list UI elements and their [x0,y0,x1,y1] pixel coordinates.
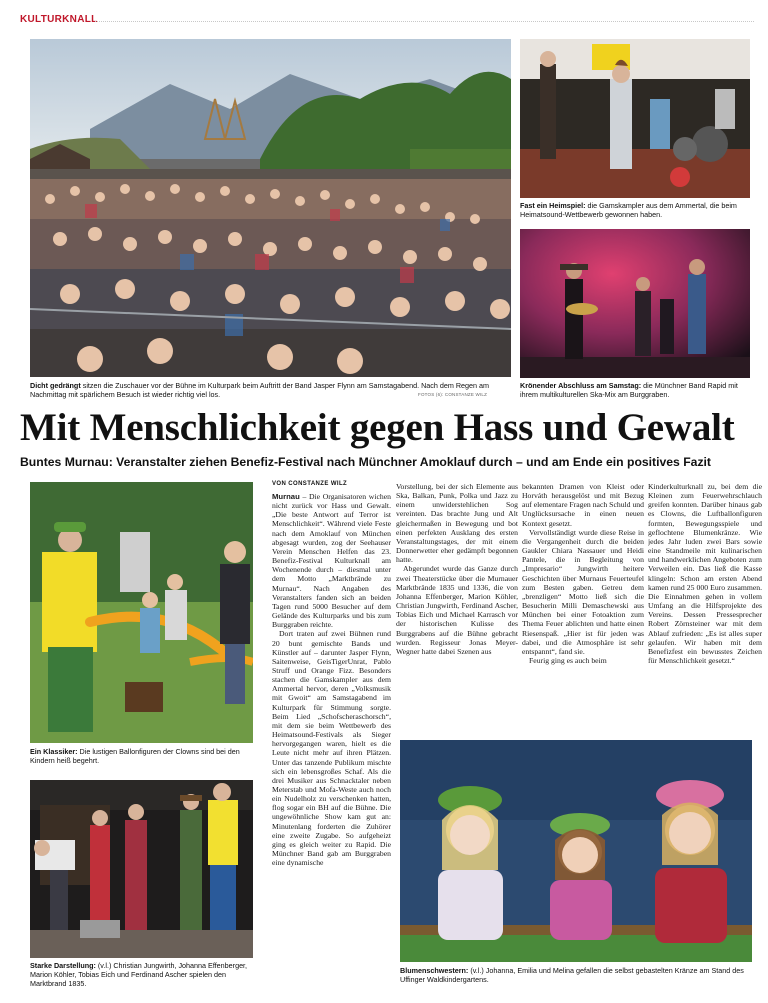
article-headline: Mit Menschlichkeit gegen Hass und Gewalt [20,406,735,449]
article-col3-p2: Vervollständigt wurde diese Reise in die Vergangenheit durch die beiden Gaukler Chiara Nassauer und Heidi Pantele, die in Begleitung von „Impresario“ Jungwirth heitere Geschichten über Murnaus Feuerteufel zum Besten gaben. Getreu dem „brenzligen“ Motto ließ sich die Besucherin Milli Demaschewski aus München bei einer Fotoaktion zum Thema Feuer ablichten und hatte einen Riesenspaß. „Hier ist für jeden was dabei, und die Atmosphäre ist sehr entspannt“, fand sie. [522,527,644,656]
photo-clowns [30,482,253,743]
article-col1-p1: – Die Organisatoren wichen nicht zurück vor Hass und Gewalt. „Die beste Antwort auf Terror ist Menschlichkeit“. Während viele Feste nach dem Amoklauf von München abgesagt wurden, zog der Seehauser Verein Menschen Helfen das 23. Benefiz-Festival Kulturknall am Wochenende durch – diesmal unter dem Motto „Marktbrände zu Murnau“. Nach Angaben des Veranstalters fanden sich an beiden Tagen rund 5000 Besucher auf dem Gelände des Kulturparks und bis zum Burggraben reichte. [272,492,391,630]
article-column-1 [272,492,391,1002]
article-col2-p2: Abgerundet wurde das Ganze durch zwei Theaterstücke über die Murnauer Marktbrände 1835 und 1336, die von Johanna Effenberger, Marion Köhler, Christian Jungwirth, Ferdinand Ascher, Tobias Eich und Michael Karrasch vor der historischen Kulisse des Burggrabens auf die Bühne gebracht wurden. Regisseur Jonas Meyer-Wegner hatte dabei Szenen aus [396,564,518,656]
rubric-divider [95,21,754,22]
article-col1-p2: Dort traten auf zwei Bühnen rund 20 bunt gemischte Bands und Künstler auf – darunter Jasper Flynn, Saitenweise, GeisTigerUnrat, Pablo Struff und Orange Fizz. Besonders stachen die Gamskampler aus dem Ammertal hervor, deren „Volksmusik mit Gwoit“ am Samstagabend im Kulturpark für Stimmung sorgte. Beim Lied „Schofscheraschorsch“, mit dem sie beim Wettbewerb des Heimatsound-Festivals als Sieger hervorgegangen waren, hielt es die Leute nicht mehr auf ihren Plätzen. Unter das tanzende Publikum mischte sich ein lebensgroßes Schaf. Als die drei Musiker aus Schnacktaler neben Meterstab und Mofa-Weste auch noch ein Nudelholz zu verschenken hatten, flog sogar ein BH auf die Bühne. Die ungewöhnliche Show kam gut an: Minutenlang forderten die Zuhörer eine zweite Zugabe. So aufgeheizt ging es gleich weiter zu Rapid. Die Münchner Band gab am Burggraben eine dynamische [272,629,391,868]
article-dateline: Murnau [272,492,300,501]
caption-flower-girls [400,966,754,984]
photo-theatre [30,780,253,958]
caption-crowd-lead: Dicht gedrängt [30,381,81,390]
article-col2-p1: Vorstellung, bei der sich Elemente aus Ska, Balkan, Punk, Polka und Jazz zu einem unwiderstehlichen Sog vereinten. Das brachte Jung und Alt gleichermaßen in Bewegung und bot einen perfekten Ausklang des ersten Veranstaltungstages, der mit einem Donnerwetter eher gedämpft begonnen hatte. [396,482,518,565]
photo-crowd [30,39,511,377]
caption-theatre [30,961,255,988]
photo-credit: FOTOS (6): CONSTANZE WILZ [418,392,488,397]
caption-flower-girls-lead: Blumenschwestern: [400,966,469,975]
caption-gamskampler-text: die Gamskampler aus dem Ammertal, die beim Heimatsound-Wettbewerb gewonnen haben. [520,201,737,219]
caption-theatre-lead: Starke Darstellung: [30,961,96,970]
article-col3-p3: Feurig ging es auch beim [529,655,607,665]
photo-gamskampler [520,39,750,198]
caption-gamskampler [520,201,752,219]
photo-rapid [520,229,750,378]
caption-theatre-text: (v.l.) Christian Jungwirth, Johanna Effenberger, Marion Köhler, Tobias Eich und Ferdinand Ascher spielen den Marktbrand 1835. [30,961,248,988]
caption-gamskampler-lead: Fast ein Heimspiel: [520,201,586,210]
caption-crowd-text: sitzen die Zuschauer vor der Bühne im Kulturpark beim Auftritt der Band Jasper Flynn am Samstagabend. Nach dem Regen am Nachmittag mit spärlichem Besuch ist wieder richtig viel los. [30,381,490,399]
article-column-2 [396,482,518,732]
article-col3-p1: bekannten Dramen von Kleist oder Horváth herausgelöst und mit Bezug auf elementare Fragen nach Schuld und Unglücksursache in einen neuen Kontext gesetzt. [522,482,644,528]
caption-clowns-lead: Ein Klassiker: [30,747,78,756]
article-author: VON CONSTANZE WILZ [272,481,348,487]
article-subhead: Buntes Murnau: Veranstalter ziehen Benefiz-Festival nach Münchner Amoklauf durch – und am Ende ein positives Fazit [20,455,711,469]
article-column-4 [648,482,762,732]
caption-rapid [520,381,752,399]
caption-clowns [30,747,254,765]
article-col4-p1: Kinderkulturknall zu, bei dem die Kleinen zum Feuerwehrschlauch greifen konnten. Darüber hinaus gab es Clowns, die Luftballonfiguren formten, Bewegungsspiele und geflochtene Blumenkränze. Wie jedes Jahr luden zwei Bars sowie eine Standmeile mit kulinarischen und handwerklichen Angeboten zum Verweilen ein. Das ließ die Kasse klingeln: Schon am ersten Abend kamen rund 25 000 Euro zusammen. Die Einnahmen gehen in vollem Umfang an die Hilfsprojekte des Vereins. Dessen Pressesprecher Robert Zörnsteiner war mit dem Ablauf zufrieden: „Es ist alles super gelaufen. Wir haben mit dem Benefizfest ein bewusstes Zeichen für Menschlichkeit gesetzt.“ [648,482,762,665]
caption-rapid-text: die Münchner Band Rapid mit ihrem multikulturellen Ska-Mix am Burggraben. [520,381,738,399]
caption-clowns-text: Die lustigen Ballonfiguren der Clowns sind bei den Kindern heiß begehrt. [30,747,240,765]
caption-rapid-lead: Krönender Abschluss am Samstag: [520,381,642,390]
caption-flower-girls-text: (v.l.) Johanna, Emilia und Melina gefallen die selbst gebastelten Kränze am Stand des Uffinger Waldkindergartens. [400,966,744,984]
article-column-3 [522,482,644,732]
photo-flower-girls [400,740,752,962]
section-rubric: KULTURKNALL [20,14,98,25]
